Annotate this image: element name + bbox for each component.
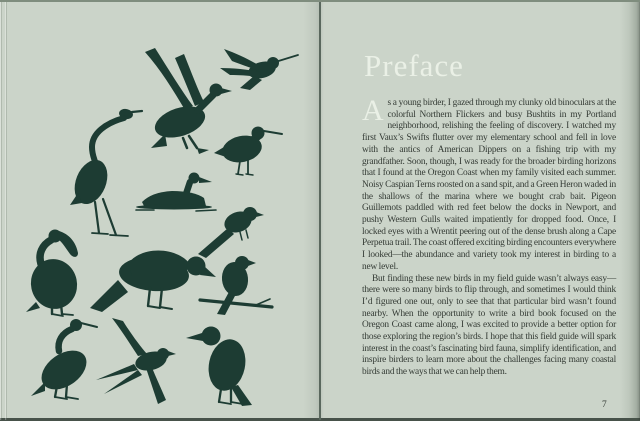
page-number: 7 xyxy=(602,400,607,410)
bird-silhouette-illustration xyxy=(0,2,320,420)
loon-swimming-icon xyxy=(136,173,216,212)
preface-paragraph-2: But finding these new birds in my field guide wasn’t always easy—there were so many birds to flip through, and sometimes I would think I’d figured one out, only to see that that particular bird wasn’t found nearby. When the opportunity to write a bird book focused on the Oregon Coast came along, I was excited to provide a better option for those exploring the region’s birds. I hope that this field guide will spark interest in the coast’s fascinating bird fauna, simplify identification, and inspire birders to learn more about the challenges facing many coastal birds and the ways that we can help them. xyxy=(362,273,616,378)
wrentit-songbird-icon xyxy=(198,207,264,258)
paragraph-1-text: s a young birder, I gazed through my clunky old binoculars at the colorful Northern Flickers and busy Bushtits in my Portland neighborhood, relishing the feeling of discovery. I watched my first Vaux’s Swifts flutter over my elementary school and fell in love with the antics of American Dippers on a fishing trip with my grandfather. Soon, though, I was ready for the broader birding horizons that I found at the Oregon Coast when my family visited each summer. Noisy Caspian Terns roosted on a sand spit, and a Green Heron waded in the shallows of the marina where we bought crab bait. Pigeon Guillemots paddled with red feet below the docks in Newport, and pushy Western Gulls waited impatiently for dropped food. Once, I locked eyes with a Wrentit peering out of the dense brush along a Cape Perpetua trail. The coast offered exciting birding encounters everywhere I looked—the abundance and variety took my interest in birding to a new level. xyxy=(362,98,616,272)
drop-cap: A xyxy=(362,94,384,127)
left-page xyxy=(0,2,320,420)
right-page xyxy=(320,2,640,420)
preface-paragraph-1 xyxy=(362,94,616,274)
brown-pelican-icon xyxy=(26,230,82,317)
great-blue-heron-icon xyxy=(68,108,142,236)
cormorant-icon xyxy=(31,319,97,399)
duck-landing-icon xyxy=(145,48,232,154)
falcon-perched-icon xyxy=(200,256,272,315)
hummingbird-icon xyxy=(220,49,298,90)
page-title: Preface xyxy=(364,48,464,83)
raven-foraging-icon xyxy=(90,251,216,313)
dowitcher-icon xyxy=(214,127,282,176)
preface-body xyxy=(362,94,616,379)
barn-swallow-icon xyxy=(96,318,176,404)
crow-standing-icon xyxy=(186,327,252,407)
